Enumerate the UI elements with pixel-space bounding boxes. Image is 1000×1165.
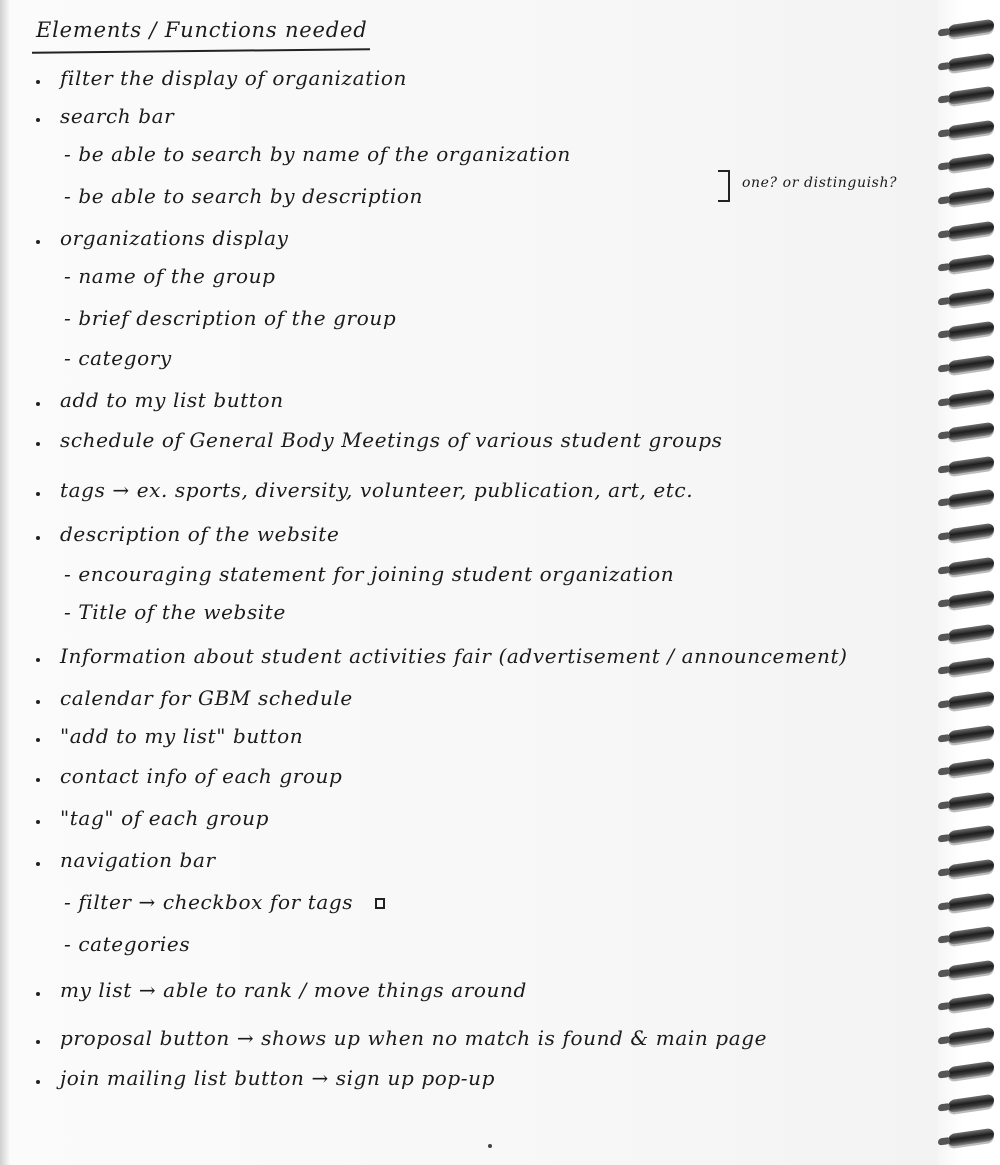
- spiral-coil: [948, 321, 994, 340]
- spiral-coil: [948, 624, 994, 643]
- note-line: search bar: [60, 104, 175, 128]
- spiral-coil: [948, 523, 994, 542]
- bullet-point: [36, 992, 40, 996]
- note-line: my list → able to rank / move things around: [60, 978, 527, 1002]
- spiral-coil: [948, 792, 994, 811]
- spiral-coil: [948, 892, 994, 911]
- note-line: contact info of each group: [60, 764, 343, 788]
- spiral-coil: [948, 355, 994, 374]
- spiral-coil: [948, 19, 994, 38]
- note-line: - filter → checkbox for tags: [64, 890, 385, 914]
- note-line: - categories: [64, 932, 191, 956]
- margin-note: one? or distinguish?: [742, 175, 898, 191]
- note-line: description of the website: [60, 522, 340, 546]
- spiral-coil: [948, 220, 994, 239]
- spiral-coil: [948, 926, 994, 945]
- spiral-coil: [948, 120, 994, 139]
- spiral-coil: [948, 1027, 994, 1046]
- spiral-coil: [948, 691, 994, 710]
- spiral-coil: [948, 489, 994, 508]
- bullet-point: [36, 778, 40, 782]
- spiral-coil: [948, 724, 994, 743]
- bullet-point: [36, 700, 40, 704]
- spiral-coil: [948, 254, 994, 273]
- bullet-point: [36, 492, 40, 496]
- bullet-point: [36, 738, 40, 742]
- page-title: Elements / Functions needed: [36, 18, 368, 42]
- bullet-point: [36, 80, 40, 84]
- bullet-point: [36, 820, 40, 824]
- note-line: - name of the group: [64, 264, 276, 288]
- note-line: calendar for GBM schedule: [60, 686, 353, 710]
- bullet-point: [36, 442, 40, 446]
- spiral-coil: [948, 422, 994, 441]
- note-line: navigation bar: [60, 848, 216, 872]
- spiral-coil: [948, 52, 994, 71]
- bullet-point: [36, 536, 40, 540]
- note-line: - Title of the website: [64, 600, 286, 624]
- checkbox-sketch-icon: [375, 898, 385, 909]
- note-line: filter the display of organization: [60, 66, 407, 90]
- title-underline: [32, 48, 370, 54]
- bracket-mark: [718, 170, 730, 202]
- note-line: - be able to search by name of the organization: [64, 142, 571, 166]
- bullet-point: [36, 1040, 40, 1044]
- note-line: - category: [64, 346, 172, 370]
- spiral-coil: [948, 456, 994, 475]
- note-line: schedule of General Body Meetings of various student groups: [60, 428, 723, 452]
- spiral-binding: [938, 0, 1000, 1165]
- ink-dot: [488, 1144, 492, 1148]
- spiral-coil: [948, 859, 994, 878]
- bullet-point: [36, 240, 40, 244]
- note-line: Information about student activities fair (advertisement / announcement): [60, 644, 848, 668]
- spiral-coil: [948, 86, 994, 105]
- bullet-point: [36, 658, 40, 662]
- bullet-point: [36, 402, 40, 406]
- spiral-coil: [948, 758, 994, 777]
- spiral-coil: [948, 1094, 994, 1113]
- note-line: tags → ex. sports, diversity, volunteer, publication, art, etc.: [60, 478, 694, 502]
- spiral-coil: [948, 187, 994, 206]
- spiral-coil: [948, 1060, 994, 1079]
- bullet-point: [36, 118, 40, 122]
- note-line: - brief description of the group: [64, 306, 397, 330]
- note-line: "add to my list" button: [60, 724, 304, 748]
- spiral-coil: [948, 556, 994, 575]
- note-line: organizations display: [60, 226, 289, 250]
- spiral-coil: [948, 657, 994, 676]
- spiral-coil: [948, 388, 994, 407]
- note-line: - be able to search by description: [64, 184, 423, 208]
- spiral-coil: [948, 153, 994, 172]
- spiral-coil: [948, 1128, 994, 1147]
- note-line: - encouraging statement for joining student organization: [64, 562, 675, 586]
- spiral-coil: [948, 825, 994, 844]
- note-line: join mailing list button → sign up pop-up: [60, 1066, 496, 1090]
- bullet-point: [36, 1080, 40, 1084]
- spiral-coil: [948, 993, 994, 1012]
- spiral-coil: [948, 590, 994, 609]
- note-line: proposal button → shows up when no match is found & main page: [60, 1026, 768, 1050]
- spiral-coil: [948, 960, 994, 979]
- note-line: add to my list button: [60, 388, 284, 412]
- spiral-coil: [948, 288, 994, 307]
- bullet-point: [36, 862, 40, 866]
- note-line: "tag" of each group: [60, 806, 270, 830]
